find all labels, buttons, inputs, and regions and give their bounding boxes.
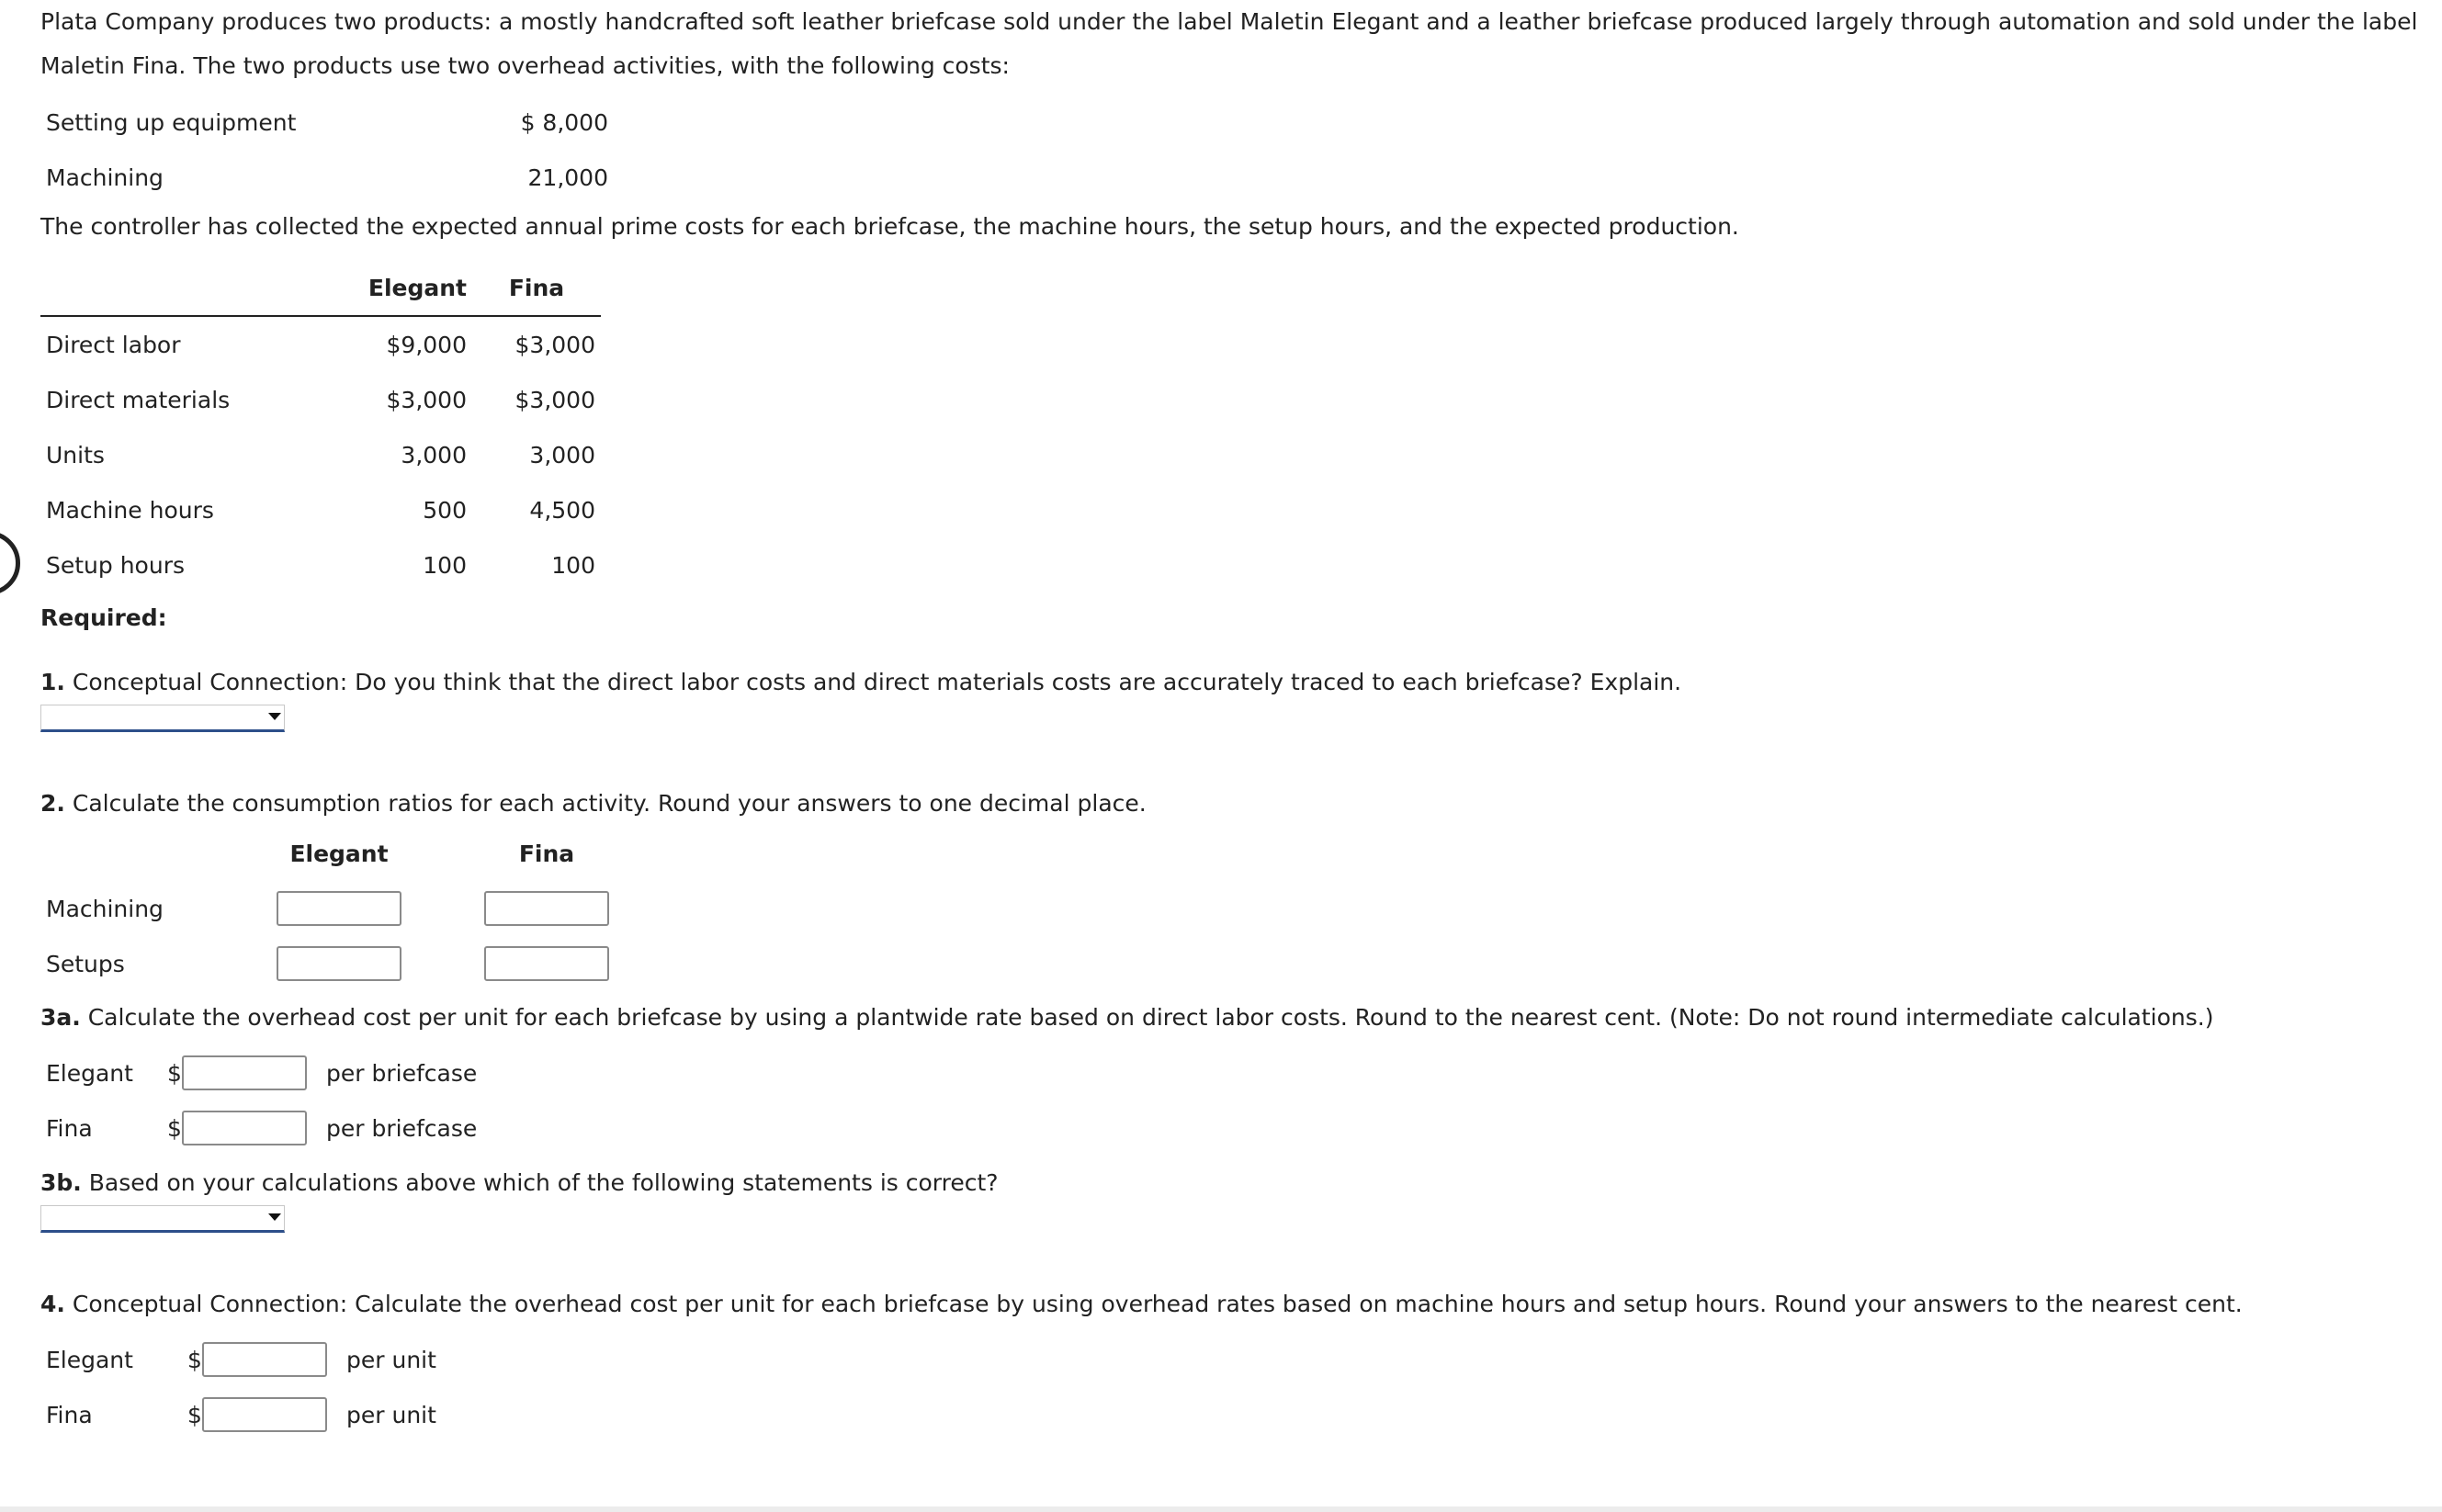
machining-elegant-input[interactable] [277, 891, 401, 926]
elegant-plantwide-cost-input[interactable] [182, 1055, 307, 1090]
table-row [40, 936, 650, 991]
table-row [40, 372, 601, 427]
row-label: Elegant [46, 1059, 133, 1087]
question-number: 3a. [40, 1004, 81, 1031]
overhead-cost-label: Machining [46, 164, 164, 191]
question-number: 1. [40, 669, 65, 695]
overhead-cost-value: 21,000 [527, 164, 608, 191]
unit-suffix: per briefcase [326, 1114, 478, 1142]
question-number: 4. [40, 1291, 65, 1317]
table-row [40, 427, 601, 482]
fina-value: 4,500 [529, 496, 595, 524]
header-elegant: Elegant [289, 840, 389, 867]
unit-suffix: per unit [346, 1401, 436, 1428]
header-fina: Fina [508, 274, 565, 301]
elegant-value: $3,000 [386, 386, 467, 413]
row-label: Machining [46, 895, 164, 922]
row-label: Machine hours [46, 496, 214, 524]
table-row [40, 537, 601, 592]
required-heading: Required: [40, 604, 167, 631]
header-elegant: Elegant [367, 274, 467, 301]
partial-circle-decoration [0, 531, 20, 595]
row-label: Elegant [46, 1346, 133, 1373]
elegant-value: 3,000 [401, 441, 467, 468]
bottom-divider [0, 1506, 2442, 1512]
question-3b [40, 1161, 2429, 1205]
setups-elegant-input[interactable] [277, 946, 401, 981]
question-2 [40, 782, 2429, 826]
unit-suffix: per briefcase [326, 1059, 478, 1087]
elegant-value: 500 [423, 496, 467, 524]
consumption-ratios-table [40, 826, 650, 991]
row-label: Setup hours [46, 551, 186, 579]
q4-row [40, 1332, 2429, 1387]
row-label: Fina [46, 1401, 93, 1428]
overhead-cost-row [40, 150, 614, 205]
caret-down-icon [268, 1213, 281, 1221]
question-text: Based on your calculations above which of the following statements is correct? [88, 1169, 999, 1196]
row-label: Units [46, 441, 105, 468]
problem-page [40, 0, 2429, 1442]
row-label: Setups [46, 950, 125, 977]
currency-symbol: $ [187, 1346, 202, 1373]
table-row [40, 482, 601, 537]
fina-activity-cost-input[interactable] [202, 1397, 327, 1432]
intro-paragraph: Plata Company produces two products: a mostly handcrafted soft leather briefcase sold under the label Maletin Elegant and a leather briefcase produced largely through automation and sold under the label Maletin Fina. The two products use two overhead activities, with the following costs: [40, 8, 2418, 79]
elegant-value: $9,000 [386, 331, 467, 358]
fina-value: 3,000 [529, 441, 595, 468]
table-row [40, 881, 650, 936]
currency-symbol: $ [187, 1401, 202, 1428]
q3a-row [40, 1100, 2429, 1156]
fina-value: 100 [551, 551, 595, 579]
elegant-activity-cost-input[interactable] [202, 1342, 327, 1377]
elegant-value: 100 [423, 551, 467, 579]
prime-costs-table [40, 260, 601, 592]
question-text: Conceptual Connection: Calculate the overhead cost per unit for each briefcase by using overhead rates based on machine hours and setup hours. Round your answers to the nearest cent. [72, 1291, 2243, 1317]
q3a-row [40, 1045, 2429, 1100]
question-number: 2. [40, 790, 65, 817]
question-text: Conceptual Connection: Do you think that the direct labor costs and direct materials costs are accurately traced to each briefcase? Explain. [72, 669, 1682, 695]
ratios-header-row [40, 826, 650, 881]
header-fina: Fina [518, 840, 575, 867]
q1-explanation-dropdown[interactable] [40, 705, 285, 732]
row-label: Direct labor [46, 331, 181, 358]
unit-suffix: per unit [346, 1346, 436, 1373]
question-3a [40, 996, 2429, 1040]
row-label: Direct materials [46, 386, 231, 413]
q3b-statement-dropdown[interactable] [40, 1205, 285, 1233]
fina-plantwide-cost-input[interactable] [182, 1111, 307, 1145]
row-label: Fina [46, 1114, 93, 1142]
currency-symbol: $ [167, 1059, 182, 1087]
controller-paragraph: The controller has collected the expected annual prime costs for each briefcase, the machine hours, the setup hours, and the expected production. [40, 213, 1739, 240]
question-number: 3b. [40, 1169, 82, 1196]
question-text: Calculate the overhead cost per unit for each briefcase by using a plantwide rate based on direct labor costs. Round to the nearest cent. (Note: Do not round intermediate calculations.) [87, 1004, 2214, 1031]
overhead-cost-row [40, 95, 614, 150]
prime-header-row [40, 260, 601, 316]
question-1 [40, 660, 2429, 705]
overhead-cost-label: Setting up equipment [46, 108, 297, 136]
setups-fina-input[interactable] [484, 946, 609, 981]
q4-row [40, 1387, 2429, 1442]
fina-value: $3,000 [514, 331, 595, 358]
overhead-cost-value: $ 8,000 [520, 108, 608, 136]
table-row [40, 316, 601, 372]
question-text: Calculate the consumption ratios for each activity. Round your answers to one decimal place. [72, 790, 1147, 817]
caret-down-icon [268, 713, 281, 720]
machining-fina-input[interactable] [484, 891, 609, 926]
question-4 [40, 1282, 2429, 1326]
currency-symbol: $ [167, 1114, 182, 1142]
fina-value: $3,000 [514, 386, 595, 413]
overhead-costs-table [40, 95, 614, 205]
